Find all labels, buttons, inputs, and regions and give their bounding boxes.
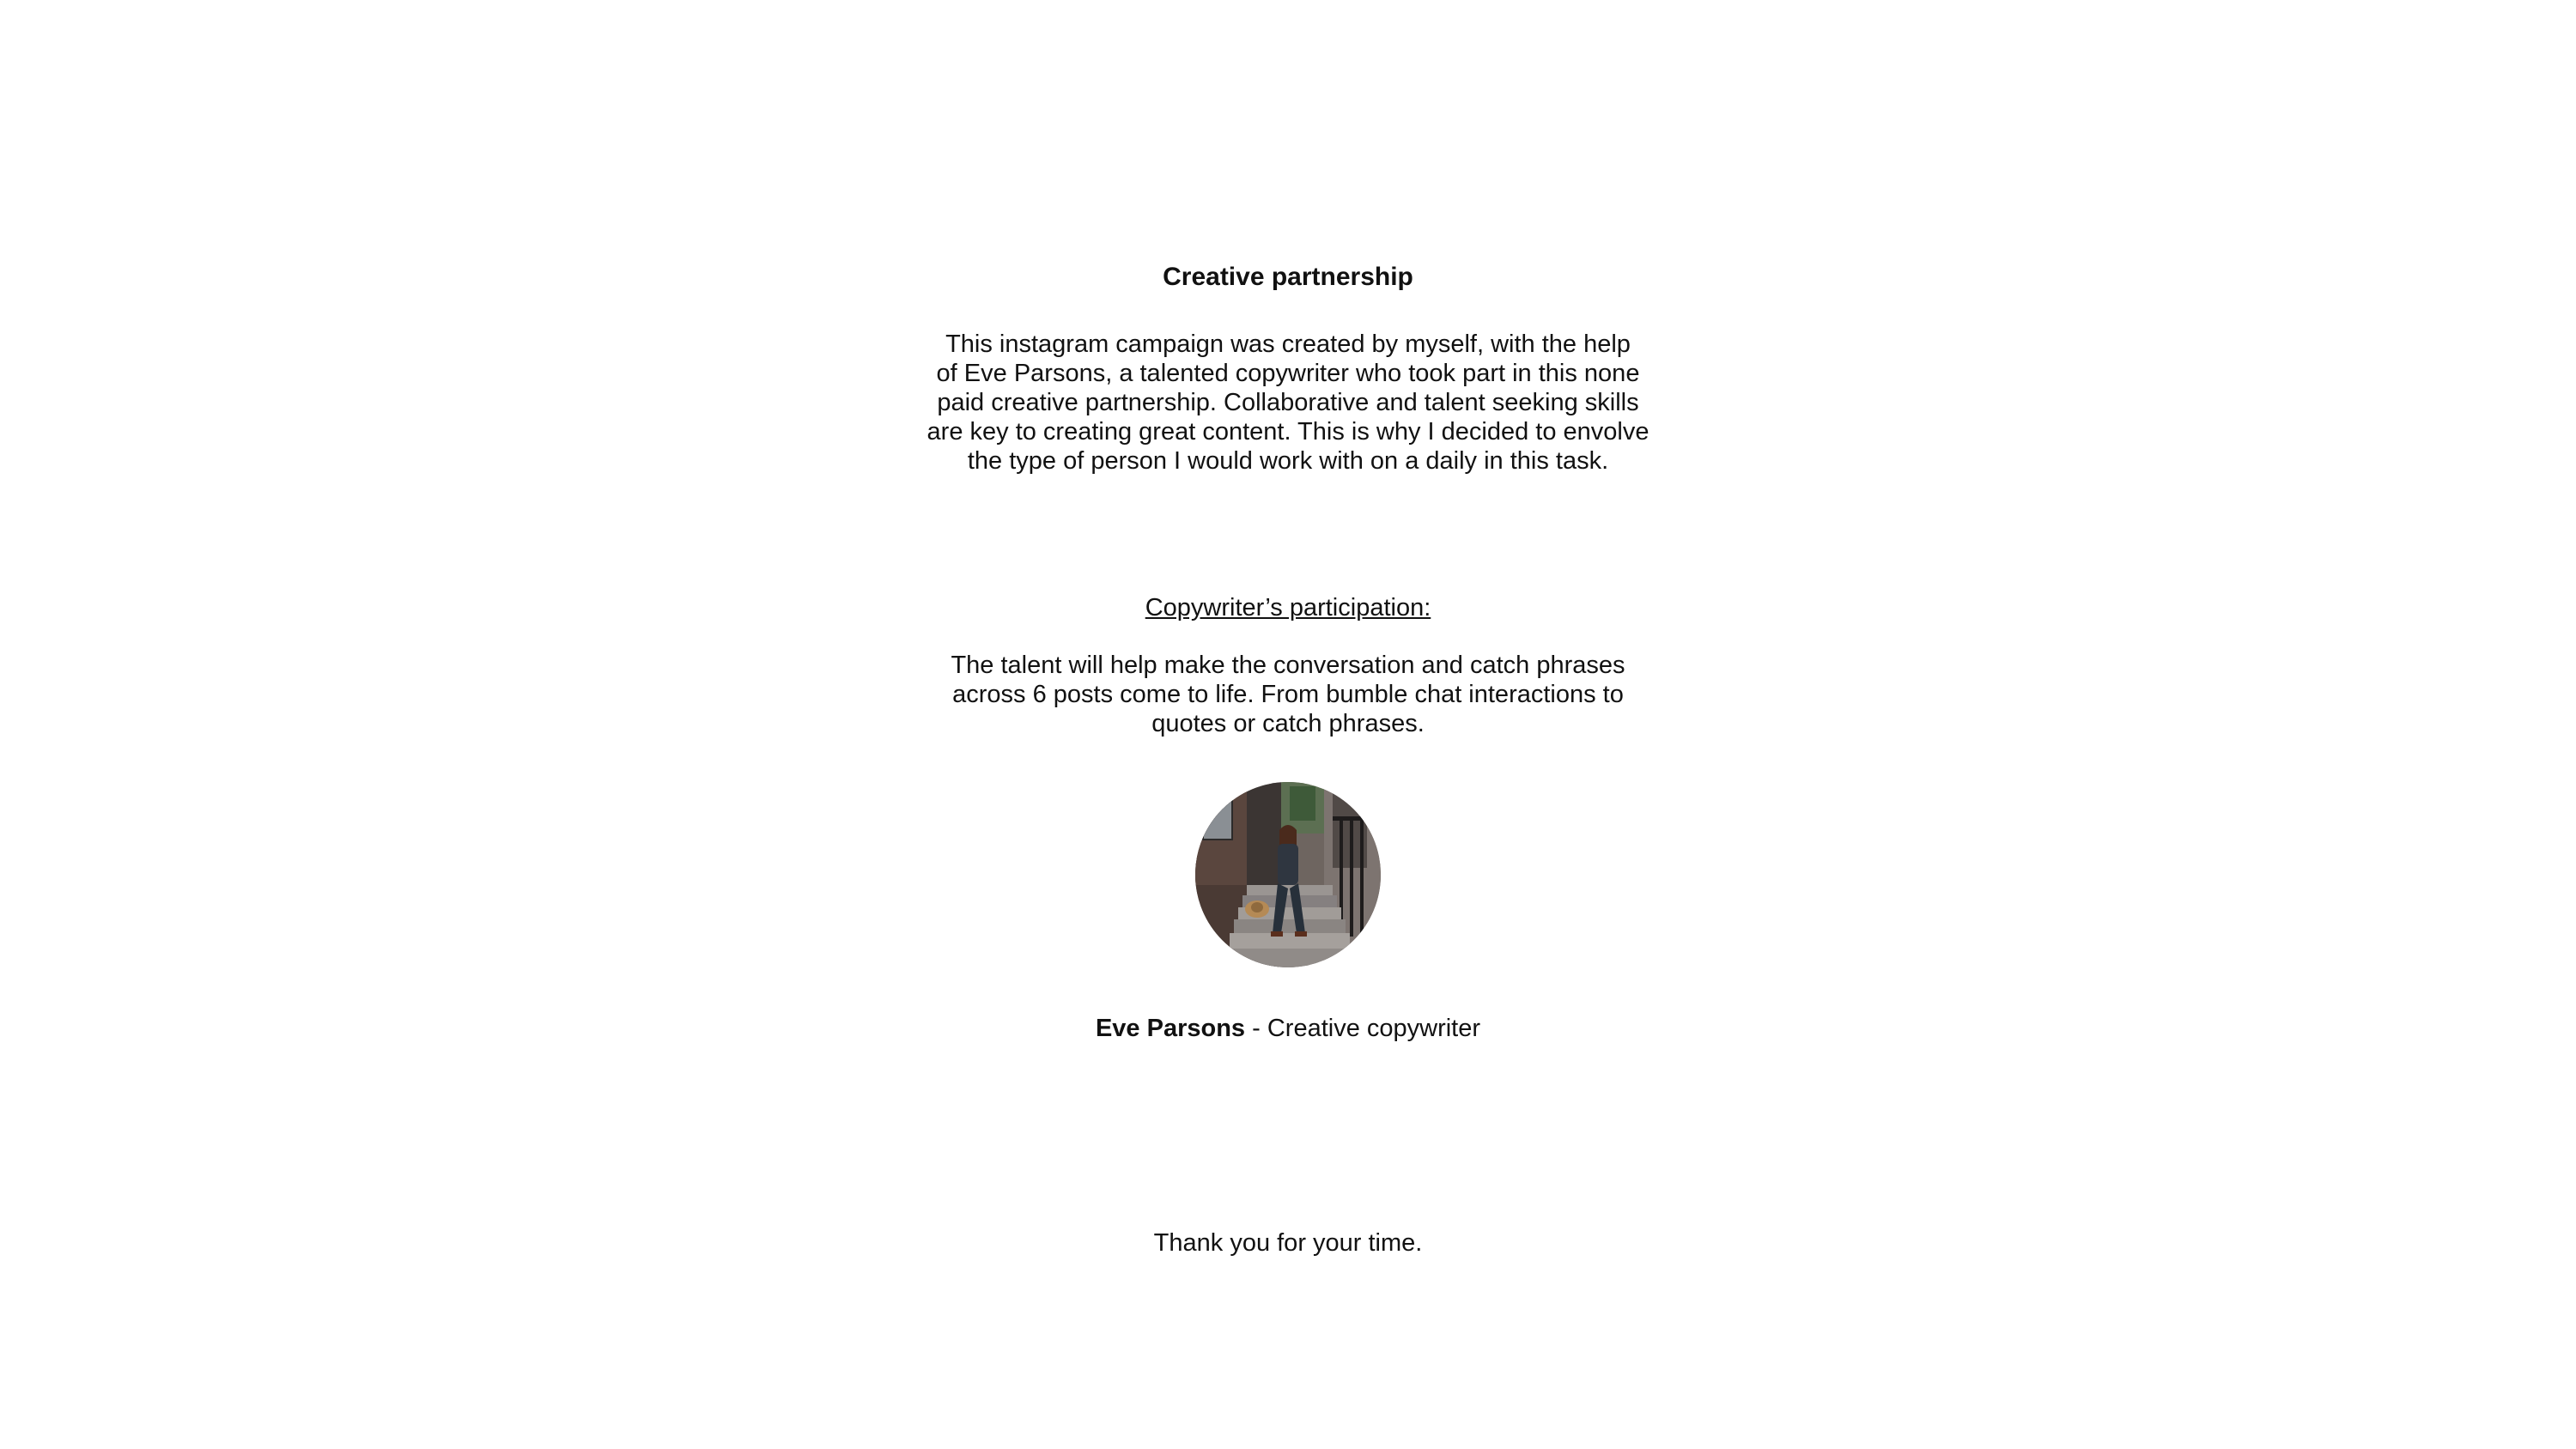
participation-line: The talent will help make the conversation and catch phrases	[951, 652, 1625, 679]
intro-paragraph	[0, 330, 2576, 476]
participation-paragraph	[0, 651, 2576, 738]
profile-caption	[0, 1013, 2576, 1044]
participation-line: across 6 posts come to life. From bumble chat interactions to	[952, 681, 1624, 708]
intro-line: paid creative partnership. Collaborative and talent seeking skills	[937, 389, 1639, 416]
intro-line: This instagram campaign was created by myself, with the help	[945, 330, 1631, 358]
intro-line: of Eve Parsons, a talented copywriter who took part in this none	[936, 360, 1640, 387]
profile-role: Creative copywriter	[1267, 1015, 1481, 1042]
profile-name: Eve Parsons	[1095, 1015, 1246, 1042]
intro-line: are key to creating great content. This is why I decided to envolve	[927, 418, 1649, 446]
profile-photo	[1195, 782, 1381, 967]
closing-text: Thank you for your time.	[1153, 1229, 1423, 1257]
participation-title: Copywriter’s participation:	[1145, 594, 1431, 621]
profile-photo-illustration	[1195, 782, 1381, 967]
caption-separator: -	[1245, 1015, 1267, 1042]
section-heading: Creative partnership	[1163, 263, 1413, 291]
intro-line: the type of person I would work with on a daily in this task.	[967, 447, 1609, 475]
participation-line: quotes or catch phrases.	[1151, 710, 1425, 737]
